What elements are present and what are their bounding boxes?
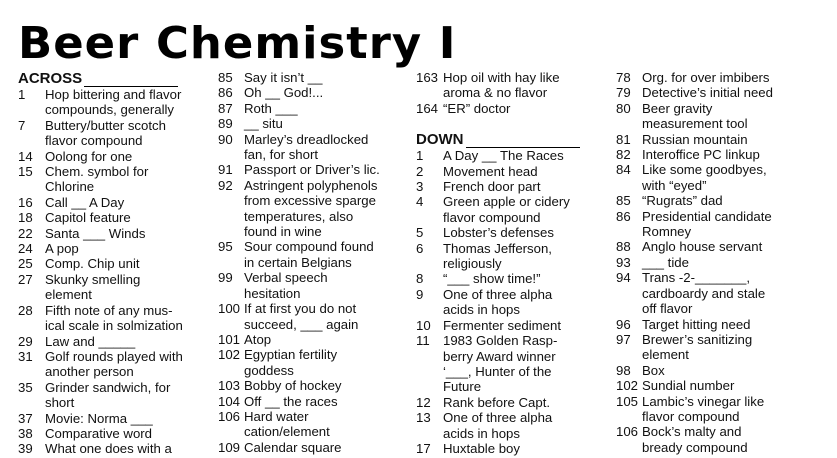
clue-number: 11 [416, 333, 430, 349]
clue-number: 10 [416, 317, 431, 333]
clue-text: French door part [443, 179, 541, 195]
clue-number: 5 [416, 225, 424, 241]
clue-text: Sour compound found in certain Belgians [244, 239, 374, 270]
clue-item [416, 241, 608, 272]
clue-text: Brewer’s sanitizing element [642, 331, 753, 363]
heading-rule [84, 72, 178, 87]
clue-item [616, 270, 816, 316]
clue-number: 39 [18, 441, 33, 457]
clue-number: 8 [416, 271, 424, 287]
clue-item [218, 162, 408, 177]
clue-item [616, 162, 816, 193]
clue-item [18, 118, 208, 149]
clue-number: 31 [18, 348, 33, 364]
clue-item [218, 301, 408, 332]
clue-text: “___ show time!” [443, 271, 541, 287]
clue-text: Thomas Jefferson, religiously [443, 240, 552, 272]
clue-item [218, 378, 408, 393]
clue-text: Huxtable boy [443, 440, 520, 456]
clue-text: Santa ___ Winds [45, 225, 146, 241]
clue-item [616, 424, 816, 455]
clue-text: A pop [45, 241, 79, 257]
clue-number: 9 [416, 286, 424, 302]
across-heading [18, 70, 208, 87]
clue-number: 88 [616, 239, 631, 255]
clue-text: Target hitting need [642, 316, 751, 332]
section-gap [416, 116, 608, 131]
clue-text: One of three alpha acids in hops [443, 286, 553, 318]
clue-number: 87 [218, 100, 233, 116]
clue-number: 80 [616, 100, 631, 116]
clue-item [416, 148, 608, 163]
clue-text: Chem. symbol for Chlorine [45, 164, 149, 195]
clue-item [416, 164, 608, 179]
clue-number: 89 [218, 116, 233, 132]
clue-text: Skunky smelling element [45, 271, 141, 303]
clue-text: Buttery/butter scotch flavor compound [45, 117, 166, 149]
clue-number: 102 [616, 378, 639, 394]
clue-number: 13 [416, 410, 431, 426]
clue-text: One of three alpha acids in hops [443, 410, 553, 441]
clue-text: Atop [244, 331, 272, 347]
clue-number: 94 [616, 270, 631, 286]
clue-item [18, 272, 208, 303]
clue-text: Off __ the races [244, 393, 338, 409]
clue-number: 78 [616, 70, 631, 85]
clue-number: 98 [616, 362, 631, 378]
clue-text: Russian mountain [642, 131, 748, 147]
clue-number: 12 [416, 394, 431, 410]
clue-number: 85 [616, 193, 631, 209]
across-heading-label: ACROSS [18, 70, 83, 87]
clue-item [616, 255, 816, 270]
clue-number: 85 [218, 70, 233, 85]
clue-item [616, 378, 816, 393]
clue-number: 17 [416, 440, 431, 456]
clue-item [18, 226, 208, 241]
clue-number: 90 [218, 131, 233, 147]
page-title: Beer Chemistry I [18, 18, 457, 69]
clue-text: Rank before Capt. [443, 394, 551, 410]
clue-item [616, 239, 816, 254]
clue-number: 86 [218, 85, 233, 101]
down-clue-list [616, 70, 816, 455]
clue-item [218, 270, 408, 301]
clue-item [218, 70, 408, 85]
clue-text: Trans -2-_______, cardboardy and stale off flavor [642, 270, 766, 317]
clue-number: 164 [416, 100, 439, 116]
clue-item [616, 332, 816, 363]
clue-number: 28 [18, 302, 33, 318]
clue-item [416, 194, 608, 225]
clue-number: 22 [18, 225, 33, 241]
clue-item [218, 116, 408, 131]
clue-number: 37 [18, 410, 33, 426]
clue-text: Presidential candidate Romney [642, 208, 772, 240]
clue-item [18, 349, 208, 380]
clue-number: 81 [616, 131, 631, 147]
clue-text: Beer gravity measurement tool [642, 100, 748, 132]
clue-item [18, 195, 208, 210]
clue-number: 95 [218, 239, 233, 255]
clue-item [416, 179, 608, 194]
clue-text: Movement head [443, 163, 538, 179]
clue-item [416, 225, 608, 240]
clue-text: Bobby of hockey [244, 378, 342, 394]
clue-text: Fermenter sediment [443, 317, 561, 333]
clue-text: Lambic’s vinegar like flavor compound [642, 393, 765, 424]
clue-item [616, 85, 816, 100]
clue-text: Org. for over imbibers [642, 70, 770, 85]
clue-number: 35 [18, 379, 33, 395]
clue-text: Oh __ God!... [244, 85, 324, 101]
across-clue-list [416, 70, 608, 116]
clue-number: 1 [18, 87, 26, 102]
clue-item [18, 411, 208, 426]
clue-text: Comparative word [45, 425, 153, 441]
clue-item [416, 70, 608, 101]
clue-number: 29 [18, 333, 33, 349]
clue-number: 109 [218, 439, 241, 455]
clue-item [18, 241, 208, 256]
clue-text: What one does with a [45, 441, 172, 457]
clue-item [18, 441, 208, 456]
clue-number: 14 [18, 148, 33, 164]
clue-item [218, 178, 408, 240]
clue-text: Detective’s initial need [642, 85, 773, 101]
clue-number: 16 [18, 194, 33, 210]
clue-number: 27 [18, 271, 33, 287]
clue-number: 3 [416, 179, 424, 195]
clue-item [18, 334, 208, 349]
clue-text: Fifth note of any mus- ical scale in solmization [45, 302, 183, 334]
across-clue-list [218, 70, 408, 455]
clue-item [218, 101, 408, 116]
clue-number: 1 [416, 148, 424, 164]
clue-number: 93 [616, 254, 631, 270]
clue-text: Say it isn’t __ [244, 70, 323, 85]
clue-item [416, 333, 608, 395]
clue-item [18, 426, 208, 441]
clue-text: Astringent polyphenols from excessive sparge temperatures, also found in wine [244, 177, 378, 240]
clue-item [18, 256, 208, 271]
clue-number: 96 [616, 316, 631, 332]
clue-text: If at first you do not succeed, ___ again [244, 301, 359, 332]
clue-item [18, 164, 208, 195]
clue-number: 4 [416, 194, 424, 210]
clue-item [616, 209, 816, 240]
clue-text: Egyptian fertility goddess [244, 347, 338, 378]
clue-number: 7 [18, 117, 26, 133]
clue-number: 103 [218, 378, 241, 394]
clue-number: 106 [616, 424, 639, 440]
clue-text: Bock’s malty and bready compound [642, 424, 748, 455]
clue-item [18, 87, 208, 118]
clue-text: Verbal speech hesitation [244, 270, 328, 301]
clue-text: “Rugrats” dad [642, 193, 723, 209]
clue-text: Interoffice PC linkup [642, 147, 760, 163]
clue-number: 106 [218, 408, 241, 424]
clue-number: 15 [18, 164, 33, 180]
clue-text: Hop bittering and flavor compounds, generally [45, 87, 182, 118]
clue-number: 91 [218, 162, 233, 178]
clue-item [18, 210, 208, 225]
clue-number: 163 [416, 70, 439, 85]
across-clue-list [18, 87, 208, 457]
clue-number: 102 [218, 347, 241, 363]
clue-text: Anglo house servant [642, 239, 763, 255]
down-heading [416, 131, 608, 148]
clue-text: Lobster’s defenses [443, 225, 554, 241]
clue-number: 6 [416, 240, 424, 256]
clue-item [416, 101, 608, 116]
clue-text: Movie: Norma ___ [45, 410, 153, 426]
clue-item [18, 149, 208, 164]
clue-number: 38 [18, 425, 33, 441]
clue-number: 84 [616, 162, 631, 178]
clue-item [218, 239, 408, 270]
clue-column-1 [18, 70, 208, 457]
clue-text: 1983 Golden Rasp- berry Award winner ‘___, Hunter of the Future [443, 333, 558, 395]
clue-item [616, 363, 816, 378]
clue-number: 97 [616, 331, 631, 347]
clue-text: Capitol feature [45, 210, 131, 226]
heading-rule [466, 133, 580, 148]
clue-column-4 [616, 70, 816, 455]
clue-number: 104 [218, 393, 241, 409]
clue-item [416, 318, 608, 333]
clue-number: 92 [218, 177, 233, 193]
clue-number: 86 [616, 208, 631, 224]
clue-item [616, 147, 816, 162]
clue-text: Grinder sandwich, for short [45, 379, 171, 411]
clue-item [616, 317, 816, 332]
clue-text: Green apple or cidery flavor compound [443, 194, 570, 225]
clue-text: Box [642, 362, 665, 378]
clue-item [218, 332, 408, 347]
clue-number: 105 [616, 393, 639, 409]
down-heading-label: DOWN [416, 131, 464, 149]
clue-number: 101 [218, 331, 241, 347]
clue-text: Golf rounds played with another person [45, 348, 183, 380]
clue-number: 99 [218, 270, 233, 286]
clue-text: Hop oil with hay like aroma & no flavor [443, 70, 560, 101]
clue-column-2 [218, 70, 408, 455]
clue-item [416, 441, 608, 456]
clue-text: Oolong for one [45, 148, 133, 164]
clue-item [416, 395, 608, 410]
clue-text: Hard water cation/element [244, 408, 330, 440]
clue-item [218, 394, 408, 409]
clue-number: 25 [18, 256, 33, 272]
clue-item [616, 394, 816, 425]
clue-text: Call __ A Day [45, 194, 125, 210]
clue-item [218, 132, 408, 163]
clue-column-3 [416, 70, 608, 456]
clue-number: 24 [18, 241, 33, 257]
clue-text: Calendar square [244, 439, 342, 455]
clue-text: Passport or Driver’s lic. [244, 162, 380, 178]
clue-number: 82 [616, 147, 631, 163]
clue-item [218, 85, 408, 100]
clue-text: Like some goodbyes, with “eyed” [642, 162, 767, 193]
clue-text: __ situ [244, 116, 283, 132]
clue-item [416, 287, 608, 318]
clue-text: Roth ___ [244, 100, 298, 116]
clue-number: 2 [416, 163, 424, 179]
clue-text: “ER” doctor [443, 100, 511, 116]
clue-item [616, 132, 816, 147]
clue-text: Marley’s dreadlocked fan, for short [244, 131, 369, 163]
clue-text: Law and _____ [45, 333, 136, 349]
clue-number: 18 [18, 210, 33, 226]
clue-item [18, 303, 208, 334]
clue-item [218, 409, 408, 440]
clue-number: 100 [218, 301, 241, 317]
clue-text: A Day __ The Races [443, 148, 564, 164]
clue-number: 79 [616, 85, 631, 101]
clue-text: Sundial number [642, 378, 735, 394]
clue-text: ___ tide [642, 254, 689, 270]
clue-item [416, 410, 608, 441]
clue-item [18, 380, 208, 411]
clue-text: Comp. Chip unit [45, 256, 140, 272]
clue-item [218, 347, 408, 378]
clue-item [616, 101, 816, 132]
clue-item [616, 193, 816, 208]
down-clue-list [416, 148, 608, 456]
clue-item [416, 271, 608, 286]
clue-item [616, 70, 816, 85]
clue-item [218, 440, 408, 455]
